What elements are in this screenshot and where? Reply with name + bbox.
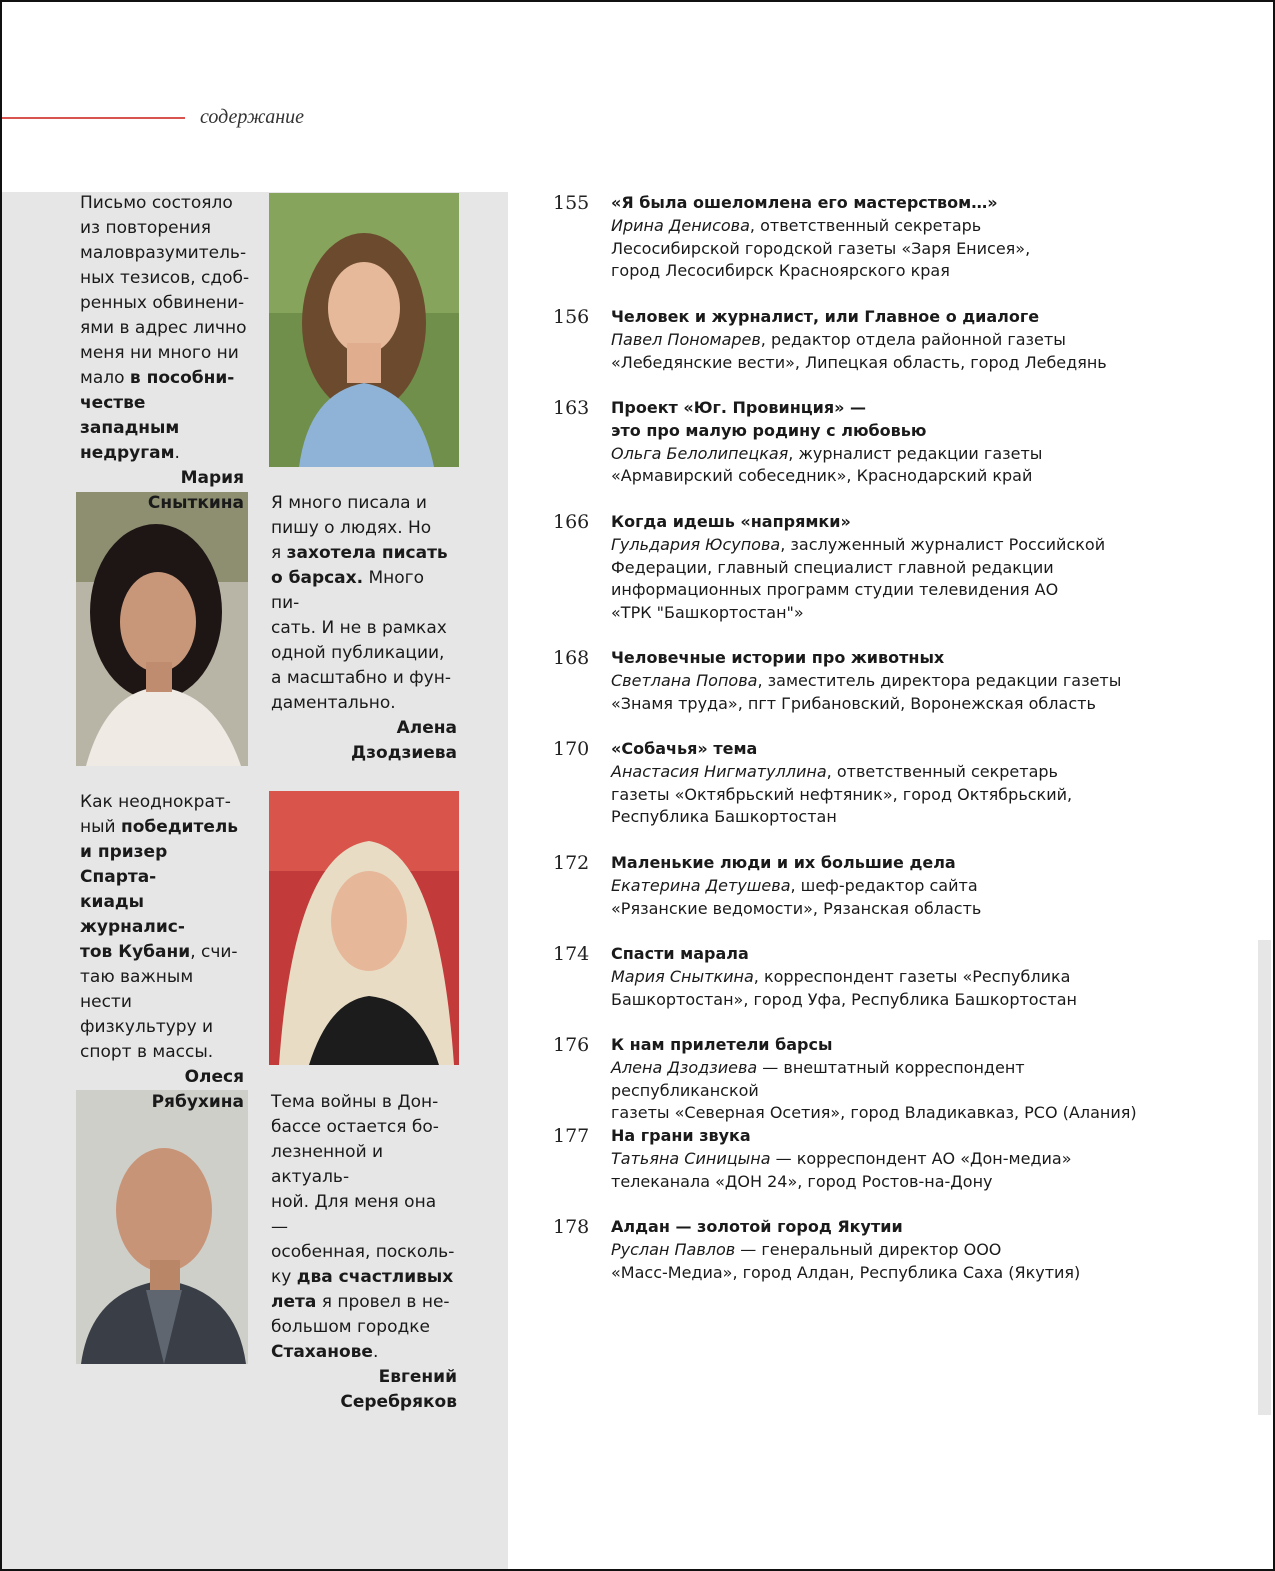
toc-page-number: 176	[553, 1034, 590, 1056]
toc-author: Руслан Павлов	[611, 1239, 736, 1259]
toc-author: Татьяна Синицына	[611, 1148, 771, 1168]
quote-ryabukhina	[80, 790, 244, 1115]
toc-title: Алдан — золотой город Якутии	[611, 1217, 903, 1236]
quote-highlight: Стаханове	[271, 1342, 373, 1362]
toc-page-number: 168	[553, 647, 590, 669]
toc-page-number: 177	[553, 1125, 590, 1147]
quote-line: сать. И не в рамках	[271, 618, 447, 638]
quote-line: особенная, посколь-	[271, 1242, 455, 1262]
quote-line: даментально.	[271, 693, 396, 713]
toc-desc: «Лебедянские вести», Липецкая область, город Лебедянь	[611, 352, 1107, 372]
toc-title: Маленькие люди и их большие дела	[611, 853, 956, 872]
page-edge-strip	[1258, 940, 1271, 1415]
toc-desc: , корреспондент газеты «Республика	[753, 966, 1071, 986]
toc-title: Человек и журналист, или Главное о диалоге	[611, 307, 1040, 326]
toc-title-line2: это про малую родину с любовью	[611, 420, 927, 440]
quote-line: ями в адрес лично	[80, 318, 247, 338]
quote-line: меня ни много ни	[80, 343, 239, 363]
toc-desc: , редактор отдела районной газеты	[760, 329, 1066, 349]
quote-highlight: о барсах.	[271, 568, 364, 588]
toc-author: Гульдария Юсупова	[611, 534, 781, 554]
quote-author: Евгений	[378, 1367, 457, 1387]
toc-desc: «ТРК "Башкортостан"»	[611, 603, 804, 623]
toc-author: Павел Пономарев	[611, 329, 761, 349]
toc-desc: — корреспондент АО «Дон-медиа»	[770, 1148, 1072, 1168]
quote-line: я	[271, 543, 287, 563]
toc-desc: — генеральный директор ООО	[735, 1239, 1002, 1259]
quote-line: а масштабно и фун-	[271, 668, 451, 688]
toc-desc: , заслуженный журналист Российской	[780, 534, 1106, 554]
toc-desc: телеканала «ДОН 24», город Ростов-на-Дону	[611, 1171, 993, 1191]
toc-page-number: 172	[553, 852, 590, 874]
toc-desc: Республика Башкортостан	[611, 807, 837, 827]
toc-author: Екатерина Детушева	[611, 875, 791, 895]
toc-desc: Башкортостан», город Уфа, Республика Башкортостан	[611, 989, 1077, 1009]
toc-page-number: 174	[553, 943, 590, 965]
toc-page-number: 155	[553, 192, 590, 214]
quote-line: большом городке	[271, 1317, 430, 1337]
toc-desc: Федерации, главный специалист главной редакции	[611, 557, 1054, 577]
quote-snytkina	[80, 191, 250, 516]
author-photo-serebryakov	[76, 1090, 248, 1364]
quote-line: Как неоднократ-	[80, 792, 231, 812]
toc-author: Светлана Попова	[611, 670, 758, 690]
toc-page-number: 166	[553, 511, 590, 533]
toc-page-number: 178	[553, 1216, 590, 1238]
toc-desc: «Знамя труда», пгт Грибановский, Воронежская область	[611, 693, 1096, 713]
quote-line: ный	[80, 817, 121, 837]
quote-line: бассе остается бо-	[271, 1117, 439, 1137]
quote-line: маловразумитель-	[80, 243, 247, 263]
quote-author: Серебряков	[340, 1392, 457, 1412]
toc-desc: город Лесосибирск Красноярского края	[611, 261, 950, 281]
quote-highlight: честве западным	[80, 393, 180, 438]
quote-line: ренных обвинени-	[80, 293, 245, 313]
toc-desc: информационных программ студии телевидения АО	[611, 580, 1059, 600]
toc-title: Человечные истории про животных	[611, 648, 945, 667]
quote-serebryakov	[271, 1090, 457, 1415]
quote-author: Рябухина	[151, 1092, 244, 1112]
toc-title: Когда идешь «напрямки»	[611, 512, 851, 531]
quote-line: Много пи-	[271, 568, 425, 613]
toc-title: Спасти марала	[611, 944, 749, 963]
toc-desc: , шеф-редактор сайта	[790, 875, 978, 895]
quote-author: Мария Сныткина	[147, 468, 244, 513]
toc-desc: , ответственный секретарь	[826, 761, 1058, 781]
quote-line: одной публикации,	[271, 643, 445, 663]
quote-line: пишу о людях. Но	[271, 518, 432, 538]
author-photo-snytkina	[269, 193, 459, 467]
quote-line: я провел в не-	[316, 1292, 450, 1312]
quote-highlight: в пособни-	[129, 368, 235, 388]
quote-line: физкультуру и	[80, 1017, 214, 1037]
quote-line: ку	[271, 1267, 297, 1287]
toc-page-number: 163	[553, 397, 590, 419]
quote-line: .	[372, 1342, 379, 1362]
toc-page-number: 156	[553, 306, 590, 328]
toc-desc: — внештатный корреспондент республиканской	[611, 1057, 1025, 1100]
quote-highlight: тов Кубани	[80, 942, 191, 962]
quote-author: Олеся	[184, 1067, 244, 1087]
quote-highlight: захотела писать	[286, 543, 448, 563]
toc-author: Ольга Белолипецкая	[611, 443, 789, 463]
quote-line: из повторения	[80, 218, 211, 238]
toc-title: Проект «Юг. Провинция» —	[611, 398, 866, 417]
quote-line: Я много писала и	[271, 493, 427, 513]
toc-title: «Собачья» тема	[611, 739, 758, 758]
quote-line: спорт в массы.	[80, 1042, 214, 1062]
quote-author: Дзодзиева	[351, 743, 457, 763]
quote-line: ной. Для меня она —	[271, 1192, 437, 1237]
toc-desc: «Армавирский собеседник», Краснодарский край	[611, 466, 1033, 486]
quote-author: Алена	[396, 718, 457, 738]
toc-page-number: 170	[553, 738, 590, 760]
quote-highlight: два счастливых	[296, 1267, 454, 1287]
toc-author: Мария Сныткина	[611, 966, 754, 986]
toc-title: «Я была ошеломлена его мастерством…»	[611, 193, 998, 212]
quote-highlight: лета	[271, 1292, 317, 1312]
quote-line: Письмо состояло	[80, 193, 233, 213]
quote-line: мало	[80, 368, 130, 388]
quote-highlight: и призер Спарта-	[80, 842, 168, 887]
toc-desc: газеты «Октябрьский нефтяник», город Октябрьский,	[611, 784, 1073, 804]
toc-desc: газеты «Северная Осетия», город Владикавказ, РСО (Алания)	[611, 1103, 1137, 1123]
quote-dzodzieva	[271, 491, 457, 766]
quote-line: таю важным нести	[80, 967, 194, 1012]
section-label: содержание	[200, 106, 304, 128]
quote-highlight: победитель	[121, 817, 239, 837]
toc-title: На грани звука	[611, 1126, 751, 1145]
quote-line: , счи-	[190, 942, 238, 962]
quote-line: Тема войны в Дон-	[271, 1092, 439, 1112]
quote-line: лезненной и актуаль-	[271, 1142, 384, 1187]
quote-highlight: недругам	[80, 443, 175, 463]
quote-line: ных тезисов, сдоб-	[80, 268, 250, 288]
toc-title: К нам прилетели барсы	[611, 1035, 833, 1054]
quote-line: .	[174, 443, 180, 463]
toc-desc: , журналист редакции газеты	[788, 443, 1043, 463]
author-photo-ryabukhina	[269, 791, 459, 1065]
toc-desc: «Рязанские ведомости», Рязанская область	[611, 898, 982, 918]
header-rule	[2, 117, 185, 119]
toc-desc: , ответственный секретарь	[749, 215, 982, 235]
author-photo-dzodzieva	[76, 492, 248, 766]
toc-desc: «Масс-Медиа», город Алдан, Республика Саха (Якутия)	[611, 1262, 1081, 1282]
toc-desc: Лесосибирской городской газеты «Заря Енисея»,	[611, 238, 1031, 258]
toc-desc: , заместитель директора редакции газеты	[757, 670, 1122, 690]
toc-author: Ирина Денисова	[611, 215, 750, 235]
toc-author: Алена Дзодзиева	[611, 1057, 758, 1077]
quote-highlight: киады журналис-	[80, 892, 185, 937]
toc-author: Анастасия Нигматуллина	[611, 761, 827, 781]
